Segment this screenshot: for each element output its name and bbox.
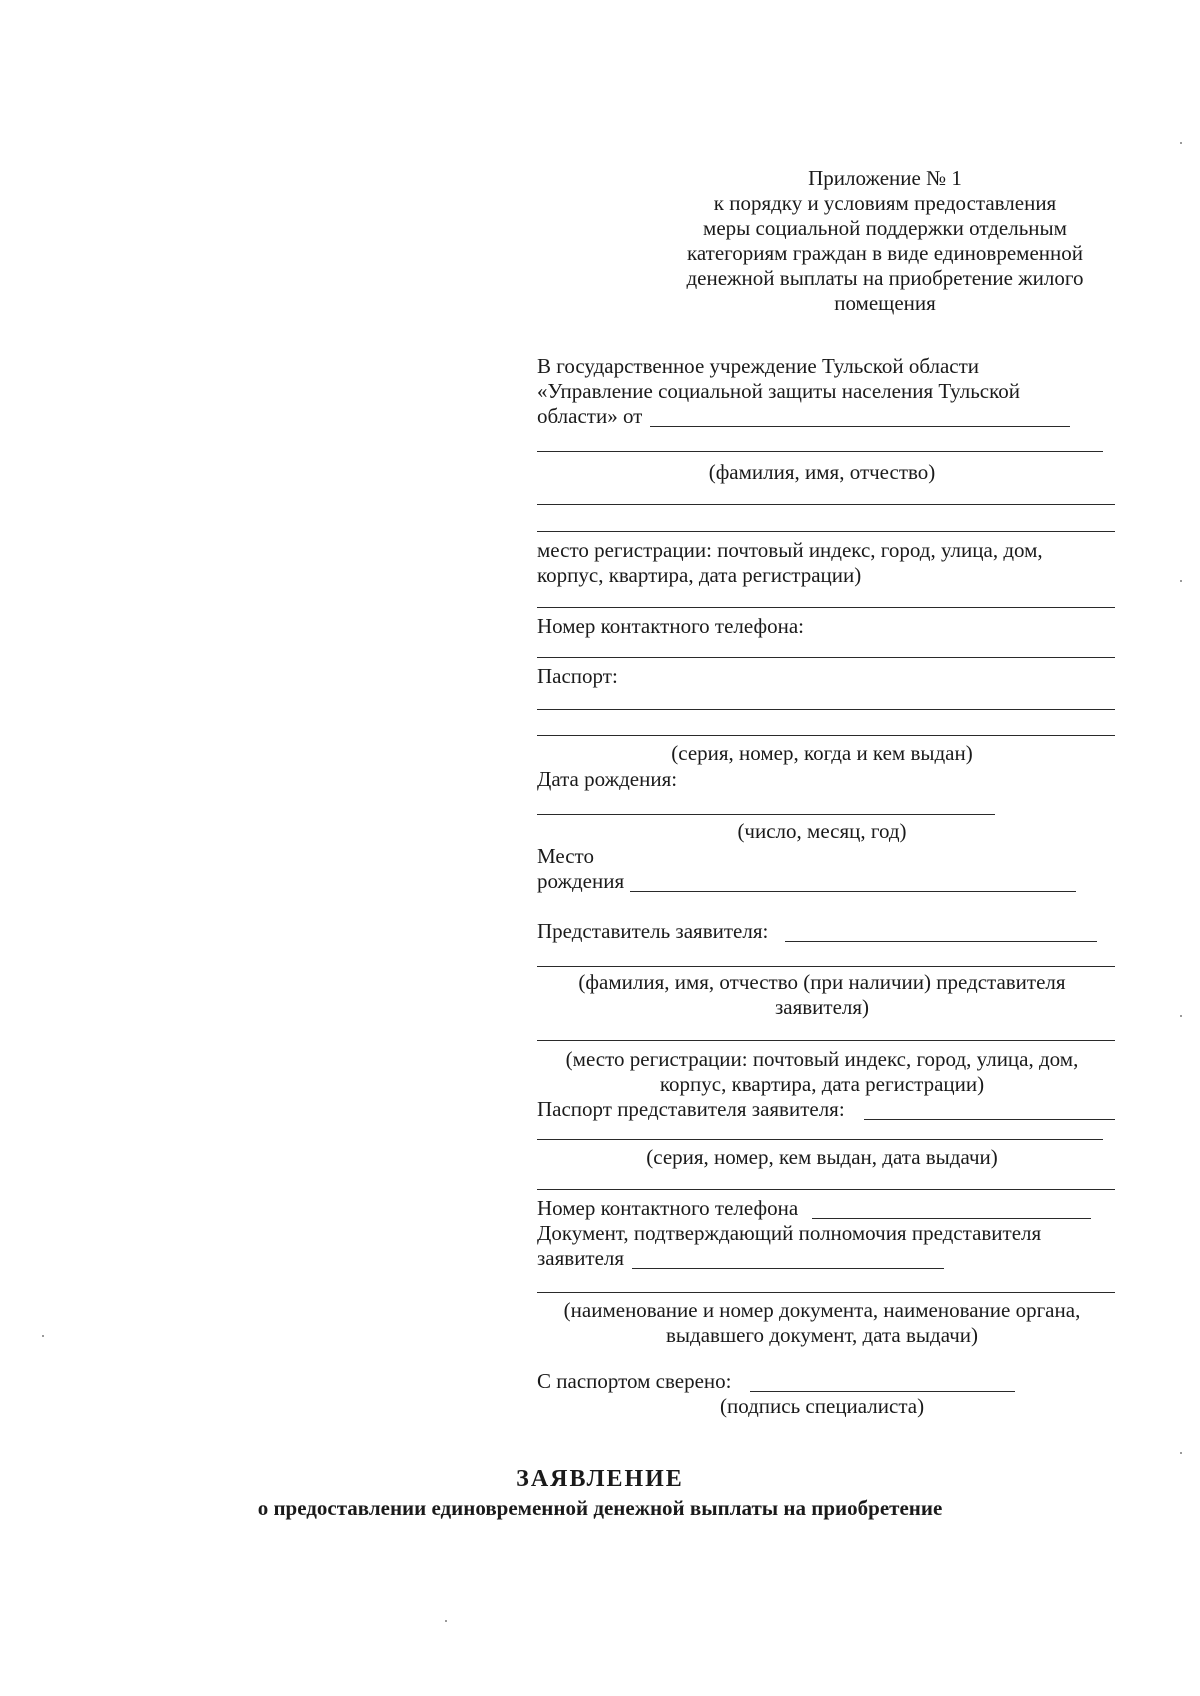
signature-caption: (подпись специалиста) <box>720 1394 925 1418</box>
authority-doc-label: заявителя <box>537 1246 625 1270</box>
fill-line <box>537 1292 1115 1293</box>
document-subtitle: о предоставлении единовременной денежной выплаты на приобретение <box>257 1496 943 1520</box>
passport-caption: (серия, номер, когда и кем выдан) <box>671 741 973 765</box>
fill-line <box>537 966 1115 967</box>
appendix-subtitle-line: к порядку и условиям предоставления <box>713 191 1057 215</box>
fill-line <box>537 735 1115 736</box>
scan-speck <box>1180 1015 1182 1017</box>
scan-speck <box>1180 1452 1182 1454</box>
registration-caption: место регистрации: почтовый индекс, город, улица, дом, <box>537 538 1043 562</box>
birthdate-line <box>537 814 995 815</box>
rep-phone-label: Номер контактного телефона <box>537 1196 799 1220</box>
fill-line <box>537 451 1103 452</box>
birthdate-caption: (число, месяц, год) <box>737 819 907 843</box>
representative-caption: (фамилия, имя, отчество (при наличии) представителя <box>578 970 1066 994</box>
appendix-number: Приложение № 1 <box>808 166 962 190</box>
fill-line <box>537 607 1115 608</box>
authority-doc-line <box>632 1268 944 1269</box>
addressee-line: области» от <box>537 404 643 428</box>
appendix-subtitle-line: меры социальной поддержки отдельным <box>703 216 1067 240</box>
scan-speck <box>1180 142 1182 144</box>
rep-registration-caption: (место регистрации: почтовый индекс, город, улица, дом, <box>565 1047 1079 1071</box>
authority-doc-caption: выдавшего документ, дата выдачи) <box>666 1323 978 1347</box>
fill-line <box>537 531 1115 532</box>
scan-speck <box>445 1620 447 1622</box>
appendix-subtitle-line: категориям граждан в виде единовременной <box>687 241 1083 265</box>
fill-line <box>537 1040 1115 1041</box>
birthplace-label: Место <box>537 844 594 868</box>
representative-line <box>785 941 1097 942</box>
scan-speck <box>42 1335 44 1337</box>
fill-line <box>537 709 1115 710</box>
authority-doc-label: Документ, подтверждающий полномочия представителя <box>537 1221 1042 1245</box>
authority-doc-caption: (наименование и номер документа, наименование органа, <box>563 1298 1081 1322</box>
addressee-line: «Управление социальной защиты населения Тульской <box>537 379 1020 403</box>
addressee-line: В государственное учреждение Тульской области <box>537 354 980 378</box>
birthplace-line <box>630 891 1076 892</box>
phone-label: Номер контактного телефона: <box>537 614 804 638</box>
document-title: ЗАЯВЛЕНИЕ <box>516 1466 684 1492</box>
representative-caption: заявителя) <box>774 995 870 1019</box>
scan-speck <box>1180 580 1182 582</box>
rep-registration-caption: корпус, квартира, дата регистрации) <box>659 1072 985 1096</box>
birthplace-label: рождения <box>537 869 625 893</box>
signature-line <box>750 1391 1015 1392</box>
representative-label: Представитель заявителя: <box>537 919 769 943</box>
birthdate-label: Дата рождения: <box>537 767 678 791</box>
passport-label: Паспорт: <box>537 664 618 688</box>
rep-phone-line <box>812 1218 1091 1219</box>
fill-line <box>537 1189 1115 1190</box>
fill-line <box>537 1139 1103 1140</box>
from-name-line <box>650 426 1070 427</box>
appendix-subtitle-line: денежной выплаты на приобретение жилого <box>686 266 1084 290</box>
appendix-subtitle-line: помещения <box>834 291 936 315</box>
rep-passport-caption: (серия, номер, кем выдан, дата выдачи) <box>646 1145 998 1169</box>
verified-label: С паспортом сверено: <box>537 1369 732 1393</box>
registration-caption: корпус, квартира, дата регистрации) <box>537 563 862 587</box>
fill-line <box>537 657 1115 658</box>
rep-passport-line <box>864 1119 1115 1120</box>
rep-passport-label: Паспорт представителя заявителя: <box>537 1097 845 1121</box>
fill-line <box>537 504 1115 505</box>
fio-caption: (фамилия, имя, отчество) <box>708 460 936 484</box>
